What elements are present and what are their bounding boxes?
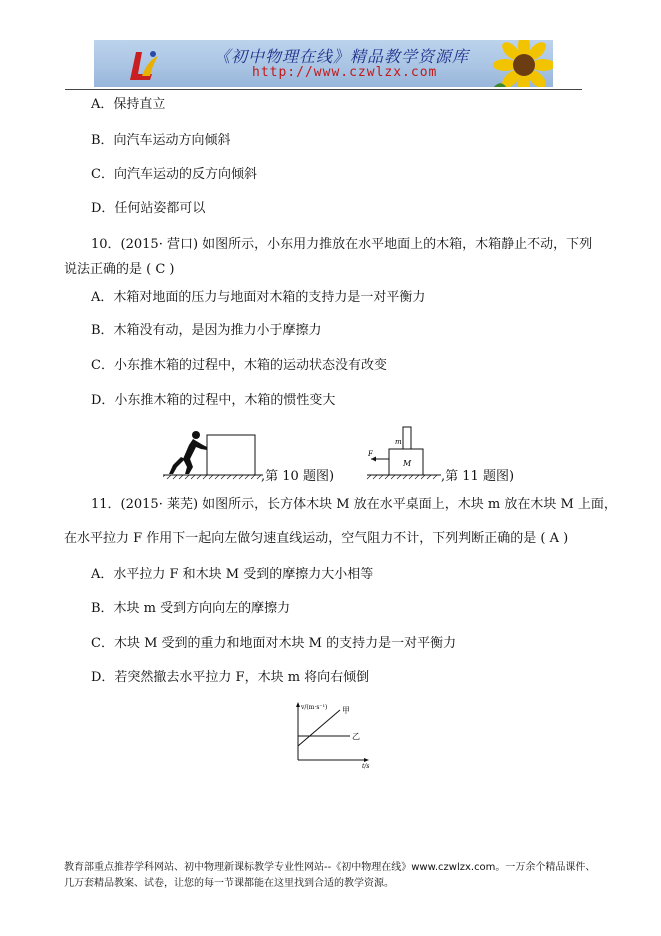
- graph-xlabel: t/s: [362, 763, 370, 770]
- q10-option-c: C．小东推木箱的过程中，木箱的运动状态没有改变: [91, 358, 387, 373]
- label-F: F: [368, 450, 373, 458]
- q9-option-d: D．任何站姿都可以: [91, 201, 206, 216]
- q10-stem-cont: 说法正确的是 ( C ): [64, 262, 175, 277]
- footer-line-1: 教育部重点推荐学科网站、初中物理新课标教学专业性网站--《初中物理在线》www.czwlzx.com。一万余个精品课件、: [64, 862, 596, 873]
- figure-vt-graph: [288, 698, 378, 770]
- logo-icon: [122, 46, 162, 84]
- q11-stem: 11．(2015· 莱芜) 如图所示，长方体木块 M 放在水平桌面上，木块 m 放在木块 M 上面，: [91, 497, 617, 512]
- header-title: 《初中物理在线》精品教学资源库: [214, 47, 470, 66]
- q11-option-c: C．木块 M 受到的重力和地面对木块 M 的支持力是一对平衡力: [91, 636, 457, 651]
- q11-stem-cont: 在水平拉力 F 作用下一起向左做匀速直线运动，空气阻力不计，下列判断正确的是 ( A ): [64, 531, 569, 546]
- sunflower-icon: [489, 40, 553, 87]
- header-url[interactable]: http://www.czwlzx.com: [252, 65, 438, 80]
- header-rule: [65, 89, 582, 90]
- q10-stem: 10．(2015· 营口) 如图所示，小东用力推放在水平地面上的木箱，木箱静止不动，下列: [91, 237, 593, 252]
- footer-line-2: 几万套精品教案、试卷，让您的每一节课都能在这里找到合适的教学资源。: [64, 878, 394, 889]
- figure-11-caption: ,第 11 题图): [441, 469, 515, 484]
- footer: [64, 860, 604, 892]
- q11-option-a: A．水平拉力 F 和木块 M 受到的摩擦力大小相等: [91, 567, 374, 582]
- graph-label-yi: 乙: [352, 732, 360, 741]
- q9-option-a: A．保持直立: [91, 97, 166, 112]
- q10-option-b: B．木箱没有动，是因为推力小于摩擦力: [91, 323, 322, 338]
- label-M: M: [403, 459, 412, 468]
- q11-option-b: B．木块 m 受到方向向左的摩擦力: [91, 601, 291, 616]
- q9-option-c: C．向汽车运动的反方向倾斜: [91, 167, 257, 182]
- figure-10-push-box: [163, 425, 263, 480]
- q10-option-d: D．小东推木箱的过程中，木箱的惯性变大: [91, 393, 336, 408]
- figure-10-caption: ,第 10 题图): [261, 469, 335, 484]
- header-banner: [94, 40, 553, 87]
- figure-11-stacked-blocks: [363, 425, 443, 480]
- q11-option-d: D．若突然撤去水平拉力 F，木块 m 将向右倾倒: [91, 670, 370, 685]
- line-jia: [298, 710, 340, 746]
- graph-label-jia: 甲: [342, 706, 350, 715]
- label-m: m: [395, 438, 402, 446]
- graph-ylabel: v/(m·s⁻¹): [301, 704, 328, 711]
- q9-option-b: B．向汽车运动方向倾斜: [91, 133, 231, 148]
- q10-option-a: A．木箱对地面的压力与地面对木箱的支持力是一对平衡力: [91, 290, 426, 305]
